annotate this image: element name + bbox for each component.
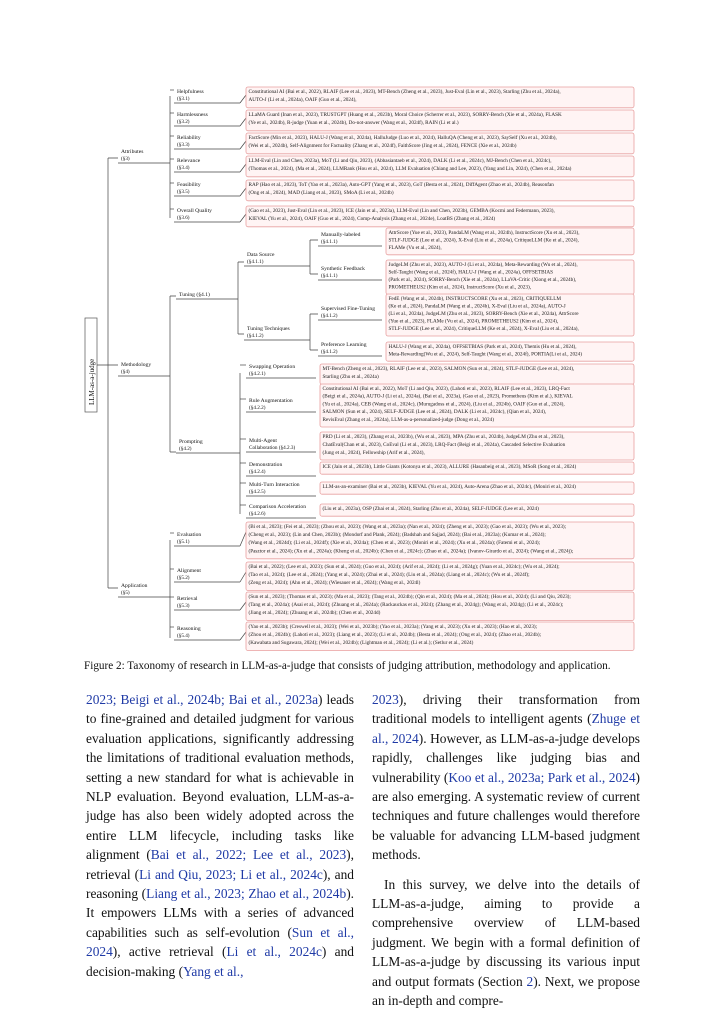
body-text: ), driving their transformation from traditional models to intelligent agents (	[372, 692, 640, 727]
prompting-sec: (§4.2)	[179, 446, 192, 452]
synthetic-ref-line: PROMETHEUS2 (Kim et al., 2024), InstructScore (Xu et al., 2023),	[388, 284, 531, 291]
sft-ref-line: (Yue et al., 2023), FLAMe (Vu et al., 2024), PROMETHEUS2 (Kim et al., 2024),	[388, 318, 559, 325]
application-2-ref-line: (Sun et al., 2023); (Thomas et al., 2023); (Ma et al., 2023); (Tang et al., 2024b); (Qin et al., 2024); (Ma et al., 2024); (Hou et al., 2024); (Li and Qiu, 2023);	[248, 593, 571, 600]
multi_agent-ref-line: PRD (Li et al., 2023), (Zhang et al., 2023b), (Wu et al., 2023), MPA (Zhu et al., 2024b), JudgeLM (Zhu et al., 2023),	[322, 433, 565, 440]
attribute-4-sec: (§3.5)	[177, 189, 190, 195]
synthetic-sec: (§4.1.1)	[321, 273, 338, 279]
body-text: ). Next, we propose an in-depth and compre-	[372, 973, 640, 1009]
attribute-2-ref-line: (Wei et al., 2024b), Self-Alignment for Factuality (Zhang et al., 2024f), FaithScore (Jing et al., 2024), FENCE (Xie et al., 2024b)	[248, 143, 517, 150]
attribute-2-sec: (§3.3)	[177, 142, 190, 148]
synthetic-ref-line: (Park et al., 2024), SORRY-Bench (Xie et al., 2024a), LLaVA-Critic (Xiong et al., 2024b),	[388, 277, 577, 283]
citation-link[interactable]: 2023; Beigi et al., 2024b; Bai et al., 2023a	[86, 692, 319, 707]
sft-ref-line: STLF-JUDGE (Lee et al., 2024), CritiqueLLM (Ke et al., 2024), X-Eval (Liu et al., 2024a),	[388, 326, 579, 333]
sft: Supervised Fine-Tuning	[321, 306, 376, 312]
application-3-ref-line: (Kawabata and Sugawara, 2024); (Wei et al., 2024b); (Lightman et al., 2024); (Li et al.); (Setlur et al., 2024)	[248, 640, 474, 647]
tuning-techniques-title: Tuning Techniques	[247, 326, 290, 332]
left-paragraph	[86, 690, 354, 981]
application-0-sec: (§5.1)	[177, 539, 190, 545]
attribute-3-ref-line: (Thomas et al., 2024), (Ma et al., 2024), LLMRank (Hou et al., 2024), LLM Evaluation (Chiang and Lee, 2023), (Yang and Lin, 2024), (Chen et al., 2024a)	[248, 166, 572, 173]
preference-ref-line: Meta-Rewarding(Wu et al., 2024), Self-Taught (Wang et al., 2024f), PORTIA(Li et al., 2024)	[388, 351, 582, 358]
application-2-title: Retrieval	[177, 596, 198, 602]
attribute-0-title: Helpfulness	[177, 89, 204, 95]
application-1-ref-line: (Tao et al., 2024); (Lee et al., 2024); (Yang et al., 2024); (Zhai et al., 2024); (Liu et al., 2024a); (Liang et al., 2024c); (Wu et al., 2024f);	[248, 572, 530, 578]
body-text: ) are also emerging. A systematic review of current techniques and future challenges would therefore be valuable for advancing LLM-based judgment methods.	[372, 769, 641, 863]
citation-link[interactable]: Koo et al., 2023a; Park et al., 2024	[448, 769, 636, 785]
swapping-sec: (§4.2.1)	[249, 371, 266, 377]
rule-sec: (§4.2.2)	[249, 405, 266, 411]
prompting-title: Prompting	[179, 439, 203, 445]
attribute-0-ref-line: AUTO-J (Li et al., 2024a), OAIF (Guo et al., 2024),	[248, 97, 357, 104]
preference: Preference Learning	[321, 342, 367, 348]
application-2-sec: (§5.3)	[177, 603, 190, 609]
application-1-ref-line: (Zeng et al., 2024); (Ahn et al., 2024); (Wiesauer et al., 2024); (Wang et al., 2024l)	[248, 580, 421, 587]
data-source-sec: (§4.1.1)	[247, 259, 264, 265]
citation-link[interactable]: Sun et al., 2024	[86, 924, 354, 960]
node-attributes	[118, 149, 162, 163]
application-1-sec: (§5.2)	[177, 575, 190, 581]
comparison-ref-line: (Liu et al., 2023a), OSP (Zhai et al., 2024), Starling (Zhu et al., 2024a), SELF-JUDGE (Lee et al., 2024)	[322, 505, 539, 512]
attributes-children	[170, 87, 634, 227]
citation-link[interactable]: Bai et al., 2022; Lee et al., 2023	[150, 847, 347, 863]
comparison-sec: (§4.2.6)	[249, 511, 266, 517]
application-title: Application	[121, 583, 148, 589]
multi_agent: Multi-Agent	[249, 438, 277, 444]
manual-ref-line: FLAMe (Vu et al., 2024),	[388, 245, 442, 251]
demonstration-sec: (§4.2.4)	[249, 469, 266, 475]
application-3-sec: (§5.4)	[177, 633, 190, 639]
tuning-title: Tuning (§4.1)	[179, 292, 210, 298]
body-text: ) and decision-making (	[86, 944, 354, 979]
prompting-children	[240, 364, 634, 518]
synthetic-ref-line: JudgeLM (Zhu et al., 2023), AUTO-J (Li et al., 2024a), Meta-Rewarding (Wu et al., 2024),	[388, 261, 578, 268]
data-source-title: Data Source	[247, 252, 275, 258]
synthetic: Synthetic Feedback	[321, 266, 365, 272]
multi_turn-sec: (§4.2.5)	[249, 489, 266, 495]
tuning-children	[318, 228, 634, 361]
root-label: LLM-as-a-judge	[88, 358, 96, 405]
multi_turn-ref-line: LLM-as-an-examiner (Bai et al., 2023b), KIEVAL (Yu et al., 2024), Auto-Arena (Zhao et al., 2024c), (Moniri et al., 2024)	[322, 483, 576, 490]
attribute-3-ref-line: LLM-Eval (Lin and Chen, 2023a), MoT (Li and Qiu, 2023), (Abbasiantaeb et al., 2024), DALK (Li et al., 2024c), MJ-Bench (Chen et al., 2024c),	[248, 157, 552, 164]
body-text: ). However, as LLM-as-a-judge develops rapidly, challenges like judging bias and vulnerability (	[372, 730, 640, 785]
citation-link[interactable]: Zhuge et al., 2024	[372, 711, 640, 746]
synthetic-ref-line: Self-Taught (Wang et al., 2024f), HALU-J (Wang et al., 2024a), OFFSETBIAS	[388, 269, 553, 276]
body-text: In this survey, we delve into the details of LLM-as-a-judge, aiming to provide a comprehensive overview of LLM-based judgment. We begin with a formal definition of LLM-as-a-judge by discussing its various input and output formats (Section	[372, 876, 640, 989]
manual-ref-line: STLF-JUDGE (Lee et al., 2024), X-Eval (Liu et al., 2024a), CritiqueLLM (Ke et al., 2024),	[388, 237, 579, 244]
tuning-techniques-sec: (§4.1.2)	[247, 333, 264, 339]
attribute-2-title: Reliability	[177, 135, 201, 141]
swapping-ref-line: Starling (Zhu et al., 2024a)	[322, 374, 379, 380]
body-text: ). It empowers LLMs with a series of advanced capabilities such as self-evolution (	[86, 886, 354, 940]
application-3-ref-line: (Yao et al., 2023b); (Creswell et al., 2023); (Wei et al., 2023b); (Yao et al., 2023a); (Yang et al., 2023); (Xu et al., 2023); (Hao et al., 2023);	[248, 623, 538, 630]
attribute-4-title: Feasibility	[177, 182, 201, 188]
demonstration-ref-line: ICE (Jain et al., 2023b), Little Giants (Kotonya et al., 2023), ALLURE (Hasanbeig et al., 2023), MSoR (Song et al., 2024)	[322, 463, 577, 470]
attribute-1-ref-line: (Ye et al., 2024b), R-judge (Yuan et al., 2024b), Do-not-answer (Wang et al., 2024f), RAIN (Li et al.)	[248, 120, 459, 127]
application-sec: (§5)	[121, 590, 130, 596]
attribute-3-title: Relevance	[177, 158, 201, 164]
application-2-ref-line: (Jiang et al., 2024); (Zhuang et al., 2024b); (Chen et al., 2024d)	[248, 610, 381, 617]
left-column	[86, 690, 354, 981]
figure-caption: Figure 2: Taxonomy of research in LLM-as-a-judge that consists of judging attribution, methodology and application.	[84, 660, 611, 672]
multi_turn: Multi-Turn Interaction	[249, 482, 300, 488]
application-children	[170, 522, 634, 651]
application-0-ref-line: (Wang et al., 2024d); (Li et al., 2024f); (Xie et al., 2024a); (Chen et al., 2023); (Moniri et al., 2024); (Xu et al., 2024a); (Fatemi et al., 2024);	[248, 540, 541, 547]
body-text: ) leads to fine-grained and detailed judgment for various evaluation applications, significantly addressing the limitations of traditional evaluation methods, setting a new standard for what is achievable in NLP evaluation. Beyond evaluation, LLM-as-a-judge has also been widely adopted across the entire LLM lifecycle, including tasks like alignment (	[86, 692, 354, 863]
rule-ref-line: Constitutional AI (Bai et al., 2022), MoT (Li and Qiu, 2023), (Lahoti et al., 2023), RLAIF (Lee et al., 2023), LRQ-Fact	[322, 385, 570, 392]
attribute-5-ref-line: (Gao et al., 2023), Just-Eval (Lin et al., 2023), ICE (Jain et al., 2023a), LLM-Eval (Lin and Chen, 2023b), GEMBA (Kocmi and Federmann, 2023),	[248, 207, 555, 214]
attribute-0-sec: (§3.1)	[177, 96, 190, 102]
citation-link[interactable]: Yang et al.,	[183, 963, 244, 979]
right-paragraph-1	[372, 690, 640, 865]
application-2-ref-line: (Tang et al., 2024a); (Asai et al., 2024); (Zhuang et al., 2024a); (Rackauckas et al., 2024); (Zhang et al., 2024g); (Wang et al., 2024g); (Li et al., 2024c);	[248, 602, 564, 608]
swapping: Swapping Operation	[249, 364, 296, 370]
attribute-3-sec: (§3.4)	[177, 165, 190, 171]
preference-ref-line: HALU-J (Wang et al., 2024a), OFFSETBIAS (Park et al., 2024), Themis (Hu et al., 2024),	[388, 343, 577, 350]
sft-ref-line: (Ke et al., 2024), PandaLM (Wang et al., 2024h), X-Eval (Liu et al., 2024a), AUTO-J	[388, 303, 566, 310]
node-application	[118, 583, 162, 597]
attribute-5-title: Overall Quality	[177, 208, 212, 214]
rule-ref-line: (Beigi et al., 2024a), AUTO-J (Li et al., 2024a), (Bai et al., 2023a), (Gao et al., 2023), Prometheus (Kim et al.), KIEVAL	[322, 393, 573, 400]
citation-link[interactable]: Li et al., 2024c	[226, 944, 322, 960]
application-3-ref-line: (Zhou et al., 2024b); (Lahoti et al., 2023); (Liang et al., 2023); (Li et al., 2024b); (Besta et al., 2024); (Ong et al., 2024); (Zhao et al., 2024b);	[248, 632, 542, 638]
attribute-1-title: Harmlessness	[177, 112, 208, 118]
node-methodology	[118, 362, 162, 376]
methodology-sec: (§4)	[121, 369, 130, 375]
rule-ref-line: RevisEval (Zhang et al., 2024a), LLM-as-a-personalized-judge (Dong et al., 2024)	[322, 417, 494, 423]
manual-sec: (§4.1.1)	[321, 239, 338, 245]
comparison: Comparison Acceleration	[249, 504, 307, 510]
right-column	[372, 690, 640, 1011]
citation-link[interactable]: 2	[526, 973, 534, 989]
attribute-1-sec: (§3.2)	[177, 119, 190, 125]
attribute-1-ref-line: LLaMA Guard (Inan et al., 2023), TRUSTGPT (Huang et al., 2023b), Moral Choice (Scherrer et al., 2023), SORRY-Bench (Xie et al., 2024a), FLASK	[248, 111, 562, 118]
attribute-5-ref-line: KIEVAL (Yu et al., 2024), OAIF (Guo et al., 2024), Comp-Analysis (Zhang et al., 2024e), LoatBS (Zhang et al., 2024)	[248, 216, 496, 223]
rule-ref-line: SALMON (Sun et al., 2024), SELF-JUDGE (Lee et al., 2024), DALK (Li et al., 2024c), (Qian et al., 2024),	[322, 409, 547, 416]
manual-ref-line: AttrScore (Yue et al., 2023), PandaLM (Wang et al., 2024h), InstructScore (Xu et al., 2023),	[388, 229, 580, 236]
citation-link[interactable]: Liang et al., 2023; Zhao et al., 2024b	[146, 886, 347, 902]
sft-ref-line: FedE (Wang et al., 2024b), INSTRUCTSCORE (Xu et al., 2023), CRITIQUELLM	[388, 295, 561, 302]
body-text: ), retrieval (	[86, 847, 354, 882]
application-0-ref-line: (Pasztor et al., 2024); (Xu et al., 2024a); (Kheng et al., 2024b); (Chen et al., 2024c); (Zhao et al., 2024a); (Ivanov-Girardo et al., 2024); (Wang et al., 2024j);	[248, 548, 574, 555]
attribute-0-ref-line: Constitutional AI (Bai et al., 2022), RLAIF (Lee et al., 2023), MT-Bench (Zheng et al., 2023), Just-Eval (Lin et al., 2023), Starling (Zhu et al., 2024a),	[248, 88, 561, 95]
application-0-title: Evaluation	[177, 532, 202, 538]
citation-link[interactable]: 2023	[372, 692, 399, 707]
right-paragraph-2	[372, 875, 640, 1011]
attributes-sec: (§3)	[121, 156, 130, 162]
swapping-ref-line: MT-Bench (Zheng et al., 2023), RLAIF (Lee et al., 2023), SALMON (Sun et al., 2024), STLF-JUDGE (Lee et al., 2024),	[322, 365, 575, 372]
rule-ref-line: (Yu et al., 2024a), CEB (Wang et al., 2024c), (Murugadoss et al., 2024), (Liu et al., 2024b), OAIF (Guo et al., 2024),	[322, 401, 565, 408]
application-1-title: Alignment	[177, 568, 201, 574]
body-text: ), active retrieval (	[112, 944, 227, 960]
sft-ref-line: (Li et al., 2024a), JudgeLM (Zhu et al., 2023), SORRY-Bench (Xie et al., 2024a), AttrScore	[388, 311, 579, 317]
demonstration: Demonstration	[249, 462, 283, 468]
application-0-ref-line: (Bi et al., 2023); (Fei et al., 2023); (Zhou et al., 2023); (Wang et al., 2023a); (Nan et al., 2024); (Zheng et al., 2023); (Gao et al., 2023); (Wu et al., 2023);	[248, 523, 567, 530]
body-text: ), and reasoning (	[86, 866, 354, 902]
attribute-4-ref-line: (Ong et al., 2024), MAD (Liang et al., 2023), SMoA (Li et al., 2024b)	[248, 190, 394, 197]
methodology-title: Methodology	[121, 362, 152, 368]
sft-sec: (§4.1.2)	[321, 313, 338, 319]
attribute-5-sec: (§3.6)	[177, 215, 190, 221]
application-0-ref-line: (Cheng et al., 2023); (Lin and Chen, 2023b); (Mondorf and Plank, 2024); (Badshah and Sajjad, 2024); (Bai et al., 2023a); (Kumar et al., 2024);	[248, 532, 546, 538]
rule: Rule Augmentation	[249, 398, 293, 404]
citation-link[interactable]: Li and Qiu, 2023; Li et al., 2024c	[139, 866, 323, 882]
application-3-title: Reasoning	[177, 626, 201, 632]
manual: Manually-labeled	[321, 232, 361, 238]
attributes-title: Attributes	[121, 149, 144, 155]
preference-sec: (§4.1.2)	[321, 349, 338, 355]
multi_agent-ref-line: ChatEval(Chan et al., 2023), CoEval (Li et al., 2023), LRQ-Fact (Beigi et al., 2024a), Cascaded Selective Evaluation	[322, 441, 566, 448]
multi_agent-ref-line: (Jung et al., 2024), Fellowship (Arif et al., 2024),	[322, 449, 425, 456]
application-1-ref-line: (Bai et al., 2022); (Lee et al., 2023); (Sun et al., 2024); (Guo et al., 2024); (Arif et al., 2024); (Li et al., 2024g); (Yuan et al., 2024c); (Wu et al., 2024);	[248, 563, 560, 570]
attribute-4-ref-line: RAP (Hao et al., 2023), ToT (Yao et al., 2023a), Auto-GPT (Yang et al., 2023), GoT (Besta et al., 2024), DiffAgent (Zhao et al., 2024b), Reasonfan	[248, 181, 554, 188]
multi-agent-sub: Collaboration (§4.2.3)	[249, 445, 296, 451]
attribute-2-ref-line: FactScore (Min et al., 2023), HALU-J (Wang et al., 2024a), HalluJudge (Luo et al., 2024), HalluQA (Cheng et al., 2023), SaySelf (Xu et al., 2024b),	[248, 134, 557, 141]
